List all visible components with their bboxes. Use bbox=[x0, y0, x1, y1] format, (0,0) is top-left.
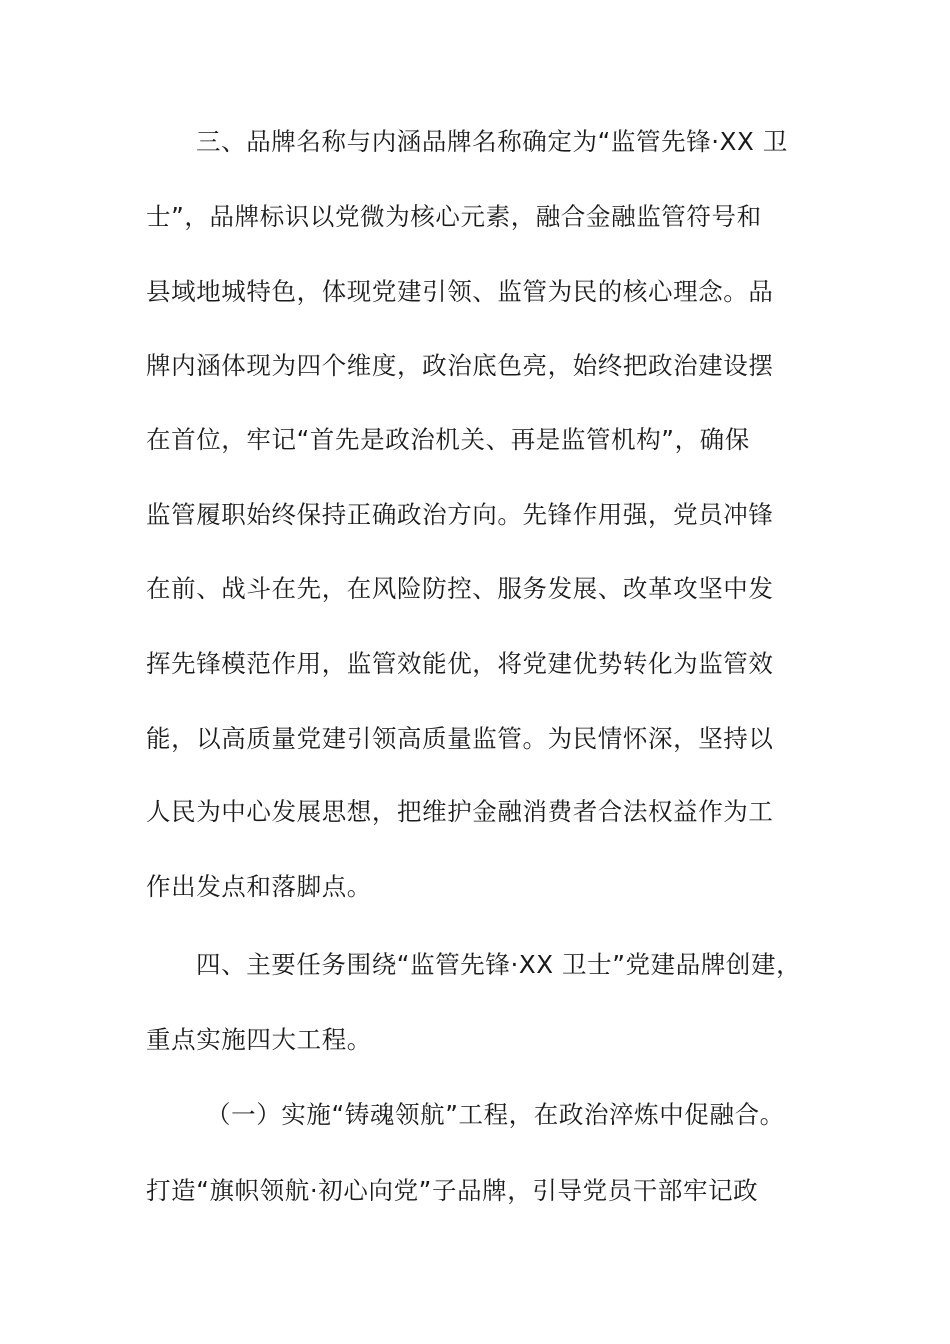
paragraph-line: 县域地城特色，体现党建引领、监管为民的核心理念。品 bbox=[146, 277, 774, 306]
paragraph-line: 在前、战斗在先，在风险防控、服务发展、改革攻坚中发 bbox=[146, 574, 774, 603]
paragraph-line: 三、品牌名称与内涵品牌名称确定为“监管先锋·XX 卫 bbox=[196, 127, 788, 156]
paragraph-line: 人民为中心发展思想，把维护金融消费者合法权益作为工 bbox=[146, 797, 774, 826]
paragraph-line: （一）实施“铸魂领航”工程，在政治淬炼中促融合。 bbox=[206, 1100, 785, 1129]
paragraph-line: 能，以高质量党建引领高质量监管。为民情怀深，坚持以 bbox=[146, 724, 774, 753]
paragraph-line: 重点实施四大工程。 bbox=[146, 1025, 372, 1054]
paragraph-line: 士”，品牌标识以党微为核心元素，融合金融监管符号和 bbox=[146, 202, 762, 231]
paragraph-line: 牌内涵体现为四个维度，政治底色亮，始终把政治建设摆 bbox=[146, 351, 774, 380]
paragraph-line: 打造“旗帜领航·初心向党”子品牌，引导党员干部牢记政 bbox=[146, 1176, 759, 1205]
paragraph-line: 挥先锋模范作用，监管效能优，将党建优势转化为监管效 bbox=[146, 649, 774, 678]
paragraph-line: 四、主要任务围绕“监管先锋·XX 卫士”党建品牌创建， bbox=[196, 950, 802, 979]
paragraph-line: 作出发点和落脚点。 bbox=[146, 872, 372, 901]
paragraph-line: 监管履职始终保持正确政治方向。先锋作用强，党员冲锋 bbox=[146, 500, 774, 529]
paragraph-line: 在首位，牢记“首先是政治机关、再是监管机构”，确保 bbox=[146, 425, 750, 454]
